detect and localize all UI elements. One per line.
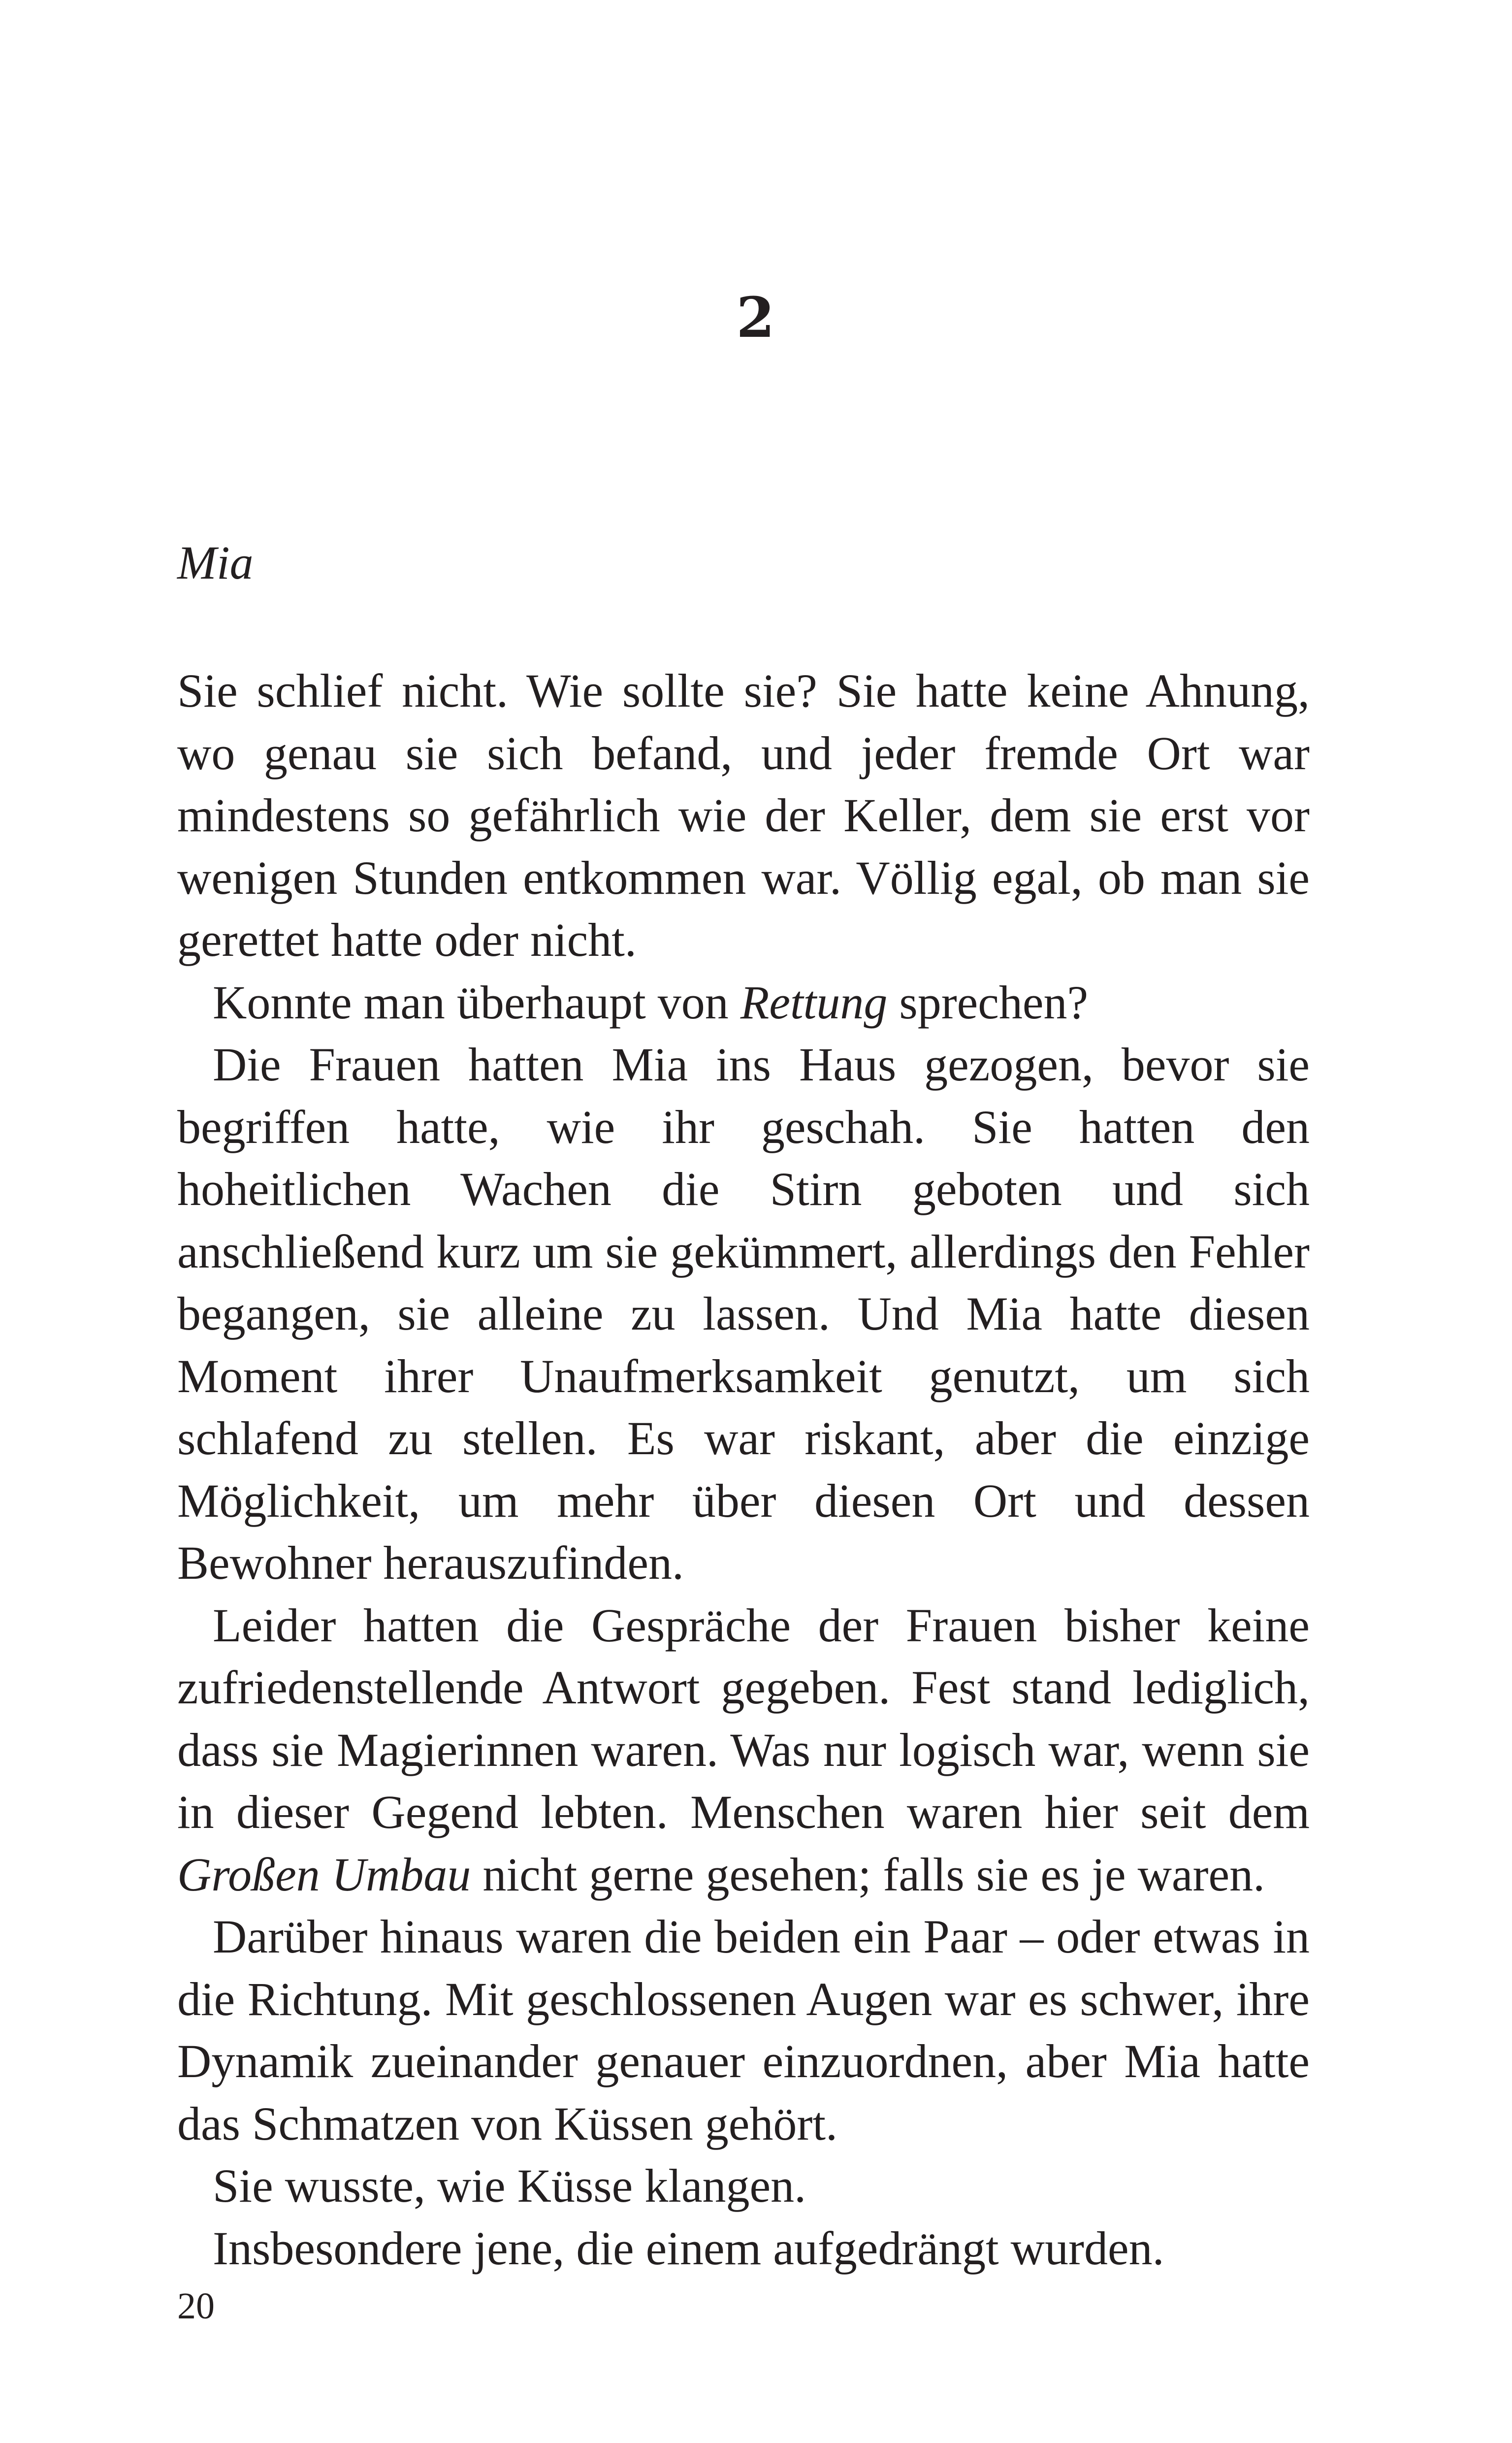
paragraph-text: Sie wusste, wie Küsse klangen. — [213, 2159, 806, 2212]
paragraph-text: Darüber hinaus waren die beiden ein Paar – oder etwas in die Richtung. Mit geschlossenen Augen war es schwer, ihre Dynamik zueinander genauer einzuordnen, aber Mia hatte das Schmatzen von Küssen gehört. — [177, 1910, 1310, 2150]
paragraph-7 — [177, 2217, 1310, 2280]
chapter-number: 2 — [736, 286, 776, 350]
italic-emphasis: Rettung — [740, 976, 888, 1029]
chapter-body — [177, 660, 1310, 2280]
paragraph-text: nicht gerne gesehen; falls sie es je waren. — [471, 1848, 1265, 1901]
paragraph-text: Sie schlief nicht. Wie sollte sie? Sie hatte keine Ahnung, wo genau sie sich befand, und jeder fremde Ort war mindestens so gefährlich wie der Keller, dem sie erst vor wenigen Stunden entkommen war. Völlig egal, ob man sie gerettet hatte oder nicht. — [177, 664, 1310, 966]
paragraph-5 — [177, 1906, 1310, 2155]
pov-character-name: Mia — [177, 536, 254, 589]
paragraph-1 — [177, 660, 1310, 972]
paragraph-3 — [177, 1034, 1310, 1595]
paragraph-text: Konnte man überhaupt von — [213, 976, 740, 1029]
paragraph-4 — [177, 1595, 1310, 1906]
paragraph-text: sprechen? — [887, 976, 1089, 1029]
paragraph-text: Insbesondere jene, die einem aufgedrängt wurden. — [213, 2221, 1164, 2275]
paragraph-2 — [177, 972, 1310, 1034]
paragraph-text: Die Frauen hatten Mia ins Haus gezogen, bevor sie begriffen hatte, wie ihr geschah. Sie hatten den hoheitlichen Wachen die Stirn geboten und sich anschließend kurz um sie gekümmert, allerdings den Fehler begangen, sie alleine zu lassen. Und Mia hatte diesen Moment ihrer Unaufmerksamkeit genutzt, um sich schlafend zu stellen. Es war riskant, aber die einzige Möglichkeit, um mehr über diesen Ort und dessen Bewohner herauszufinden. — [177, 1038, 1310, 1589]
italic-emphasis: Großen Umbau — [177, 1848, 471, 1901]
paragraph-6 — [177, 2155, 1310, 2217]
page-number: 20 — [177, 2285, 215, 2327]
paragraph-text: Leider hatten die Gespräche der Frauen bisher keine zufriedenstellende Antwort gegeben. Fest stand lediglich, dass sie Magierinnen waren. Was nur logisch war, wenn sie in dieser Gegend lebten. Menschen waren hier seit dem — [177, 1598, 1310, 1838]
